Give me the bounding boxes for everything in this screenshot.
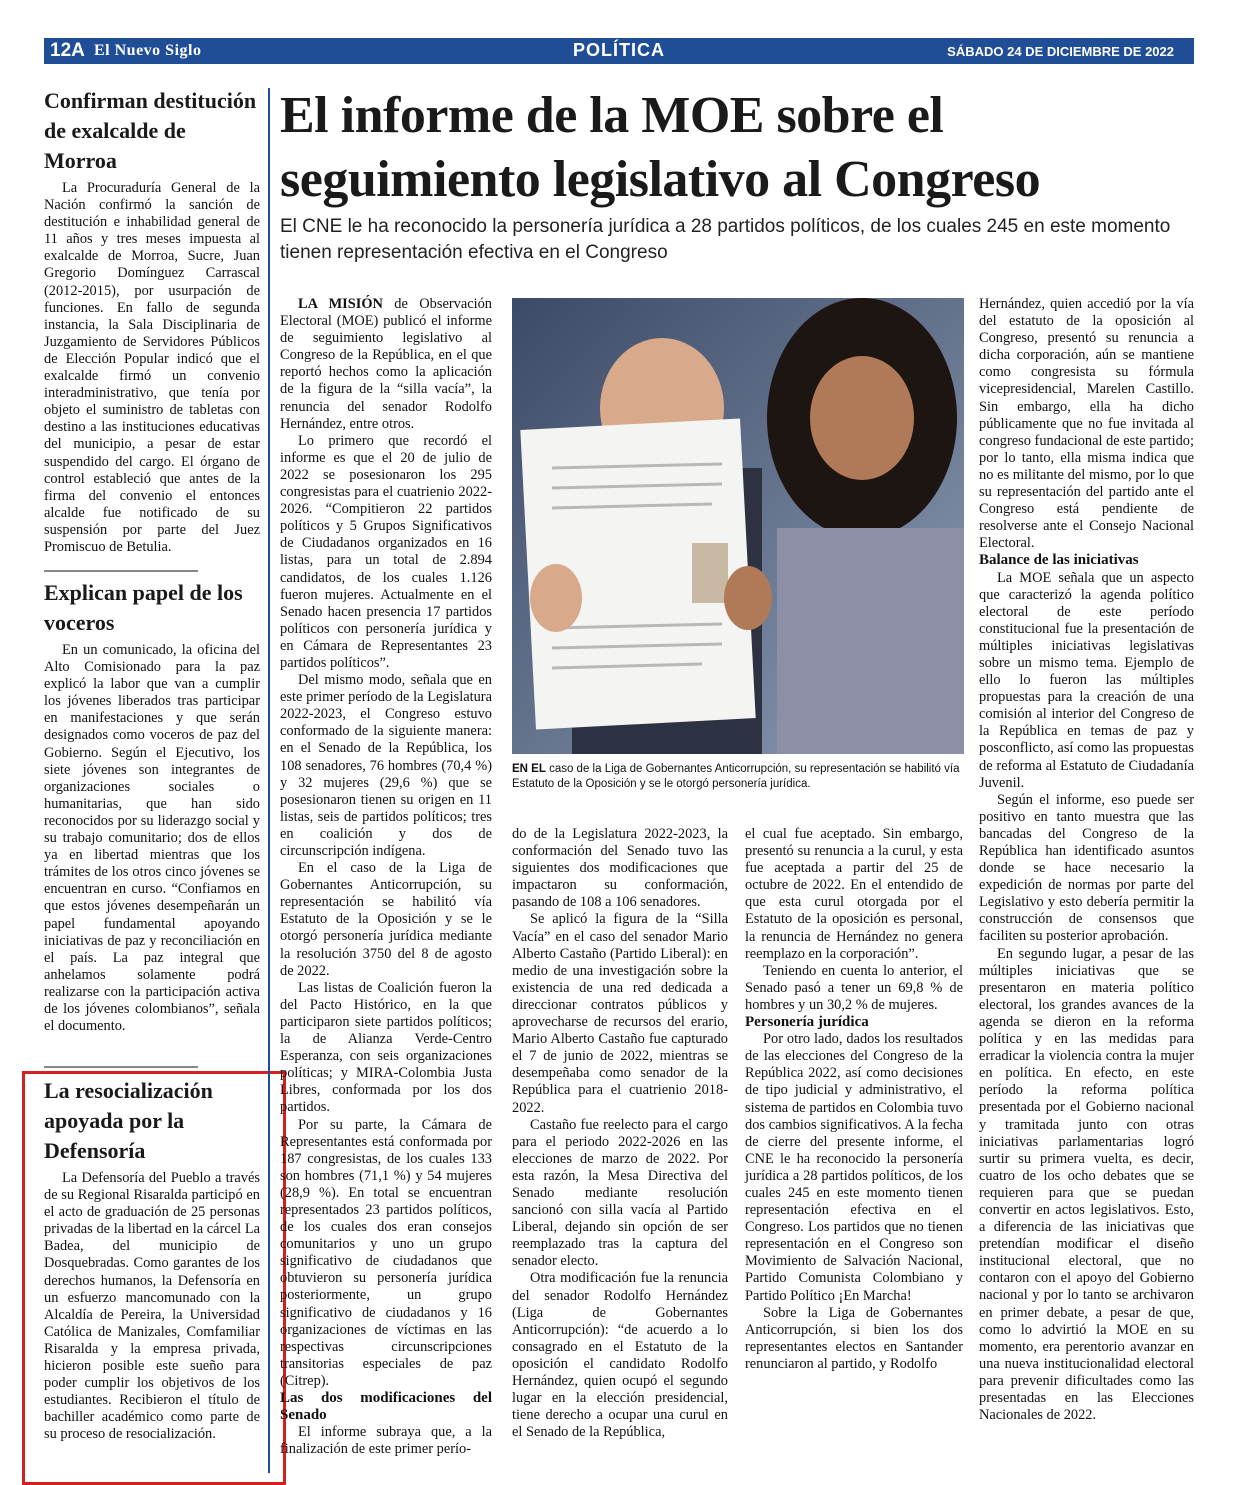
article-column-2: [512, 826, 728, 1441]
article-column-3: [745, 826, 963, 1373]
article-lead: LA MISIÓN: [298, 296, 383, 312]
paragraph: En el caso de la Liga de Gobernantes Anticorrupción, su representación se habilitó vía Estatuto de la Oposición y se le otorgó personería jurídica mediante la resolución 3750 del 8 de agosto de 2022.: [280, 860, 492, 979]
newspaper-name: El Nuevo Siglo: [94, 42, 202, 59]
subheading: Personería jurídica: [745, 1014, 869, 1031]
paragraph: Otra modificación fue la renuncia del senador Rodolfo Hernández (Liga de Gobernantes Anticorrupción): “de acuerdo a lo consagrado en el Estatuto de la oposición el candidato Rodolfo Hernández, quien ocupó el segundo lugar en la elección presidencial, tiene derecho a ocupar una curul en el Senado de la República,: [512, 1270, 728, 1441]
sidebar-story-2: [44, 578, 260, 1035]
page-header-bar: [44, 38, 1194, 64]
paragraph: Las listas de Coalición fueron la del Pacto Histórico, en la que participaron siete partidos políticos; la de Alianza Verde-Centro Esperanza, con seis organizaciones políticas; y MIRA-Colombia Justa Libres, conformada por los dos partidos.: [280, 979, 492, 1116]
section-name: POLÍTICA: [573, 40, 665, 60]
main-deck: El CNE le ha reconocido la personería jurídica a 28 partidos políticos, de los cuales 245 en este momento tienen representación efectiva en el Congreso: [280, 216, 1171, 263]
sidebar-story-2-title: Explican papel de los voceros: [44, 580, 243, 635]
issue-date: SÁBADO 24 DE DICIEMBRE DE 2022: [947, 44, 1174, 59]
paragraph: Por otro lado, dados los resultados de las elecciones del Congreso de la República 2022, así como decisiones de tipo judicial y administrativo, el sistema de partidos en Colombia tuvo dos cambios significativos. A la fecha de cierre del presente informe, el CNE le ha reconocido la personería jurídica a 28 partidos políticos, de los cuales 245 en este momento tienen representación efectiva en el Congreso. Los partidos que no tienen representación en el Congreso son Movimiento de Salvación Nacional, Partido Comunista Colombiano y Partido Político ¡En Marcha!: [745, 1031, 963, 1304]
subheading: Balance de las iniciativas: [979, 552, 1139, 569]
sidebar-divider: [44, 1066, 198, 1068]
article-column-4: [979, 296, 1194, 1424]
photo-caption: EN EL caso de la Liga de Gobernantes Anticorrupción, su representación se habilitó vía Estatuto de la Oposición y se le otorgó personería jurídica.: [512, 763, 960, 790]
paragraph: Por su parte, la Cámara de Representantes está conformada por 187 congresistas, de los cuales 133 son hombres (71,1 %) y 54 mujeres (28,9 %). En total se encuentran representados 23 partidos políticos, de los cuales dos eran consejos comunitarios y uno un grupo significativo de ciudadanos que obtuvieron su personería jurídica posteriormente, un grupo significativo de ciudadanos y 16 organizaciones de víctimas en las respectivas circunscripciones transitorias especiales de paz (Citrep).: [280, 1116, 492, 1389]
paragraph: Teniendo en cuenta lo anterior, el Senado pasó a tener un 69,8 % de hombres y un 30,2 % de mujeres.: [745, 962, 963, 1013]
article-column-1: LA MISIÓN de Observación Electoral (MOE) publicó el informe de seguimiento legislativo al Congreso de la República, en el que reportó hechos como la aplicación de la figura de la “silla vacía”, la renuncia del senador Rodolfo Hernández, entre otros. Lo primero que recordó el informe es que el 20 de julio de 2022 se posesionaron los 295 congresistas para el cuatrienio 2022-2026. “Compitieron 22 partidos políticos y 5 Grupos Significativos de Ciudadanos organizados en 16 listas, para un total de 2.894 candidatos, de los cuales 1.126 fueron mujeres. Actualmente en el Senado hacen presencia 17 partidos políticos con personería jurídica y en Cámara de Representantes 23 partidos políticos”. Del mismo modo, señala que en este primer período de la Legislatura 2022-2023, el Congreso estuvo conformado de la siguiente manera: en el Senado de la República, los 108 senadores, 76 hombres (70,4 %) y 32 mujeres (29,6 %) que se posesionaron tienen su origen en 11 listas, seis de partidos políticos; tres en coalición y dos de circunscripción indígena. En el caso de la Liga de Gobernantes Anticorrupción, su representación se habilitó vía Estatuto de la Oposición y se le otorgó personería jurídica mediante la resolución 3750 del 8 de agosto de 2022. Las listas de Coalición fueron la del Pacto Histórico, en la que participaron siete partidos políticos; la de Alianza Verde-Centro Esperanza, con seis organizaciones políticas; y MIRA-Colombia Justa Libres, conformada por los dos partidos. Por su parte, la Cámara de Representantes está conformada por 187 congresistas, de los cuales 133 son hombres (71,1 %) y 54 mujeres (28,9 %). En total se encuentran representados 23 partidos políticos, de los cuales dos eran consejos comunitarios y uno un grupo significativo de ciudadanos que obtuvieron su personería jurídica posteriormente, un grupo significativo de ciudadanos y 16 organizaciones de víctimas en las respectivas circunscripciones transitorias especiales de paz (Citrep). Las dos modificaciones del Senado El informe subraya que, a la finalización de este primer perío-: [280, 296, 492, 1458]
article-photo: [512, 298, 964, 754]
sidebar-story-1-title: Confirman destitución de exalcalde de Morroa: [44, 88, 257, 173]
main-headline: El informe de la MOE sobre el seguimiento legislativo al Congreso: [280, 87, 1041, 208]
sidebar-story-3-title: La resocialización apoyada por la Defensoría: [44, 1078, 213, 1163]
paragraph: Según el informe, eso puede ser positivo en tanto muestra que las bancadas del Congreso de la República han identificado asuntos donde se hace necesario la expedición de normas por parte del Legislativo y esto debería permitir la construcción de consensos que faciliten su posterior aprobación.: [979, 791, 1194, 945]
sidebar-story-2-body: En un comunicado, la oficina del Alto Comisionado para la paz explicó la labor que van a cumplir los jóvenes liberados tras participar en manifestaciones y que serán designados como voceros de paz del Gobierno. Según el Ejecutivo, los siete jóvenes son integrantes de organizaciones sociales o humanitarias, que han sido reconocidos por su liderazgo social y su trabajo comunitario; dos de ellos ya en libertad mientras que los trámites de los otros cinco jóvenes se encuentran en curso. “Confiamos en que estos jóvenes desempeñarán un papel fundamental apoyando iniciativas de paz y reconciliación en el país. La paz integral que anhelamos solamente podrá realizarse con la participación activa de los jóvenes colombianos”, señala el documento.: [44, 642, 260, 1035]
paragraph: La MOE señala que un aspecto que caracterizó la agenda político electoral de este período constitucional fue la presentación de múltiples iniciativas legislativas sobre un mismo tema. Ejemplo de ello lo fueron las múltiples propuestas para la creación de una comisión al interior del Congreso de la República en temas de paz y posconflicto, así como las propuestas de reforma al Estatuto de Ciudadanía Juvenil.: [979, 569, 1194, 791]
sidebar-story-1: [44, 86, 260, 556]
paragraph: Sobre la Liga de Gobernantes Anticorrupción, si bien los dos representantes electos en Santander renunciaron al partido, y Rodolfo: [745, 1304, 963, 1372]
sidebar-divider: [44, 570, 198, 572]
paragraph: Lo primero que recordó el informe es que el 20 de julio de 2022 se posesionaron los 295 congresistas para el cuatrienio 2022-2026. “Compitieron 22 partidos políticos y 5 Grupos Significativos de Ciudadanos organizados en 16 listas, para un total de 2.894 candidatos, de los cuales 1.126 fueron mujeres. Actualmente en el Senado hacen presencia 17 partidos políticos con personería jurídica y en Cámara de Representantes 23 partidos políticos”.: [280, 432, 492, 671]
sidebar-story-3-body: La Defensoría del Pueblo a través de su Regional Risaralda participó en el acto de graduación de 25 personas privadas de la libertad en la cárcel La Badea, del municipio de Dosquebradas. Como garantes de los derechos humanos, la Defensoría en un esfuerzo mancomunado con la Alcaldía de Pereira, la Universidad Católica de Manizales, Comfamiliar Risaralda y la empresa privada, hicieron posible este sueño para poder cumplir los objetivos de los estudiantes. Recibieron el título de bachiller académico como parte de su proceso de resocialización.: [44, 1170, 260, 1443]
paragraph: Del mismo modo, señala que en este primer período de la Legislatura 2022-2023, el Congreso estuvo conformado de la siguiente manera: en el Senado de la República, los 108 senadores, 76 hombres (70,4 %) y 32 mujeres (29,6 %) que se posesionaron tienen su origen en 11 listas, seis de partidos políticos; tres en coalición y dos de circunscripción indígena.: [280, 672, 492, 859]
paragraph: En segundo lugar, a pesar de las múltiples iniciativas que se presentaron en materia político electoral, los grandes avances de la agenda se dieron en la reforma política y en las medidas para erradicar la violencia contra la mujer en política. En efecto, en este período la reforma política presentada por el Gobierno nacional y tramitada junto con otras iniciativas parlamentarias logró surtir su primera vuelta, es decir, cuatro de los ocho debates que se requieren para que se puedan convertir en actos legislativos. Esto, a diferencia de las iniciativas que pretendían modificar el diseño institucional electoral, que no contaron con el apoyo del Gobierno nacional y por lo tanto se archivaron en primer debate, a pesar de que, como lo advirtió la MOE en su momento, era perentorio avanzar en una nueva institucionalidad electoral para prevenir dificultades como las presentadas en las Elecciones Nacionales de 2022.: [979, 945, 1194, 1424]
subheading: Las dos modificaciones del Senado: [280, 1390, 492, 1424]
paragraph: El informe subraya que, a la finalización de este primer perío-: [280, 1424, 492, 1458]
sidebar-story-3: [44, 1076, 260, 1444]
paragraph: Se aplicó la figura de la “Silla Vacía” en el caso del senador Mario Alberto Castaño (Partido Liberal): en medio de una investigación sobre la existencia de una red dedicada a direccionar contratos públicos y aprovecharse de recursos del erario, Mario Alberto Castaño fue capturado el 7 de junio de 2022, mientras se desempeñaba como senador de la República para el cuatrienio 2018-2022.: [512, 911, 728, 1116]
sidebar-story-1-body: La Procuraduría General de la Nación confirmó la sanción de destitución e inhabilidad general de 11 años y tres meses impuesta al exalcalde de Morroa, Sucre, Juan Gregorio Domínguez Carrascal (2012-2015), por usurpación de funciones. En fallo de segunda instancia, la Sala Disciplinaria de Juzgamiento de Servidores Públicos de Elección Popular indicó que el exalcalde firmó un convenio interadministrativo, que tenía por objeto el suministro de tabletas con destino a las instituciones educativas del municipio, a pesar de estar suspendido del cargo. El órgano de control estableció que antes de la firma del convenio el entonces alcalde fue notificado de su suspensión por parte del Juez Promiscuo de Betulia.: [44, 180, 260, 555]
column-divider: [268, 88, 270, 1473]
photo-illustration: [512, 298, 964, 754]
paragraph: Hernández, quien accedió por la vía del estatuto de la oposición al Congreso, presentó su renuncia a dicha corporación, aún se mantiene como congresista su fórmula vicepresidencial, Marelen Castillo. Sin embargo, ella ha dicho públicamente que no fue invitada al congreso fundacional de este partido; por lo tanto, ella misma indica que no es militante del mismo, por lo que su representación del partido ante el Congreso está pendiente de resolverse ante el Consejo Nacional Electoral.: [979, 296, 1194, 552]
page-number: 12A: [50, 40, 85, 61]
paragraph: do de la Legislatura 2022-2023, la conformación del Senado tuvo las siguientes dos modificaciones que impactaron su conformación, pasando de 108 a 106 senadores.: [512, 826, 728, 911]
paragraph: el cual fue aceptado. Sin embargo, presentó su renuncia a la curul, y esta fue aceptada a partir del 25 de octubre de 2022. En el entendido de que esta curul otorgada por el Estatuto de la oposición es personal, la renuncia de Hernández no genera reemplazo en la corporación”.: [745, 826, 963, 962]
paragraph: Castaño fue reelecto para el cargo para el periodo 2022-2026 en las elecciones de marzo de 2022. Por esta razón, la Mesa Directiva del Senado mediante resolución sancionó con silla vacía al Partido Liberal, dejando sin opción de ser reemplazado tras la captura del senador electo.: [512, 1116, 728, 1270]
